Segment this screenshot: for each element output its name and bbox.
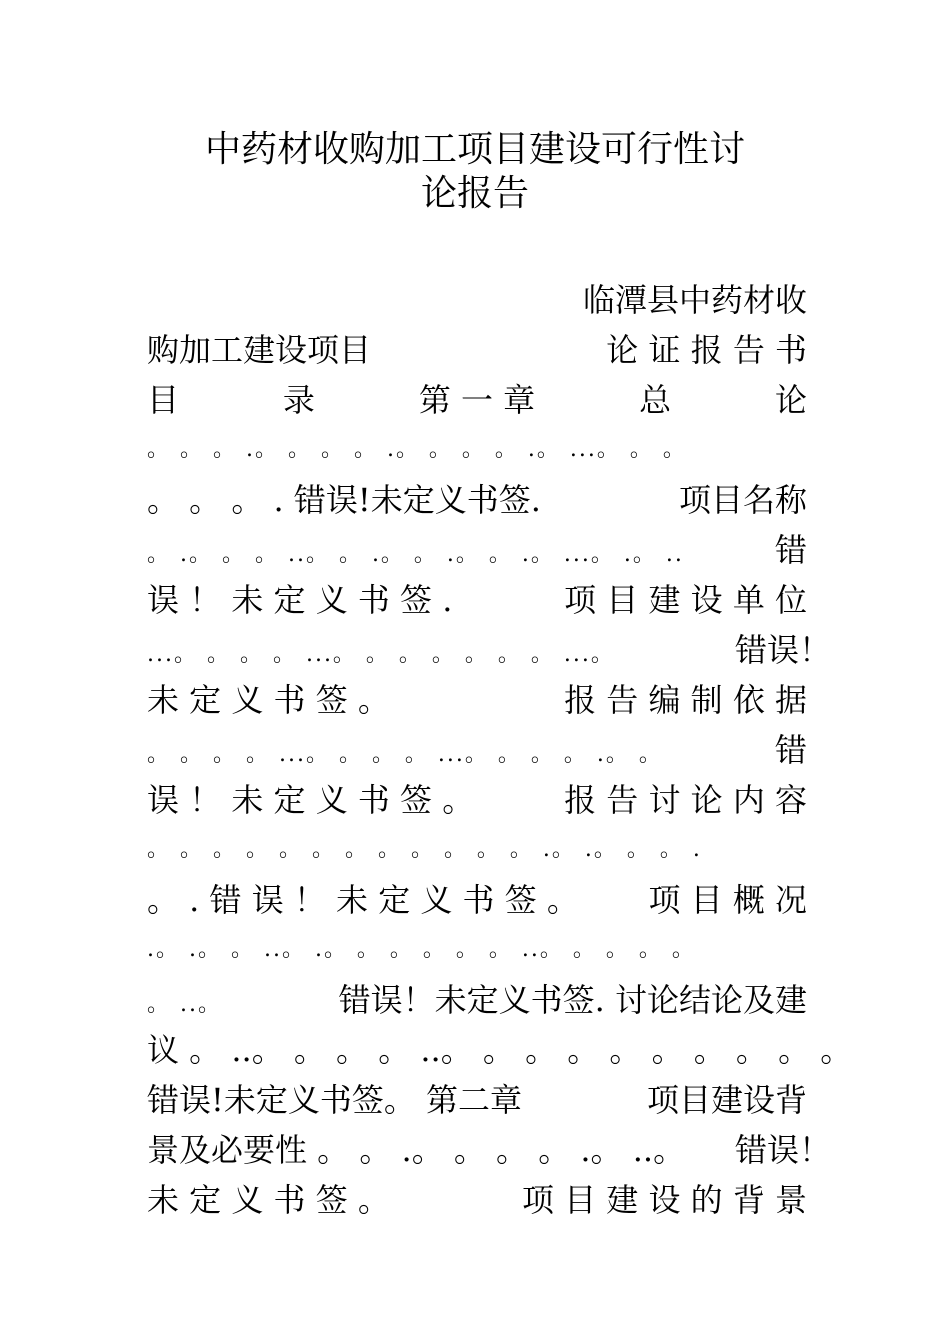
toc-line	[147, 875, 807, 925]
toc-text: 误 ！ 未 定 义 书 签 。	[147, 781, 475, 819]
toc-leader: 。 。 。 。 。 。 。 。 。 。 。 。 .。 .。 。 。 .	[147, 837, 702, 862]
toc-text: 议 。 ..。 。 。 。 ..。 。 。 。 。 。 。 。 。 。	[147, 1031, 853, 1069]
toc-line	[147, 825, 807, 875]
toc-text: 错误!未定义书签。 第二章	[147, 1081, 523, 1119]
toc-text: 项 目 建 设 的 背 景	[521, 1181, 807, 1219]
toc-line	[147, 1025, 853, 1075]
toc-leader: 。 .。 。 。 ..。 。 .。 。 .。 。 .。 ...。 .。 ..	[147, 542, 684, 567]
toc-text: 错	[774, 731, 807, 769]
toc-text: 误 ！ 未 定 义 书 签 .	[147, 581, 453, 619]
toc-text: 项 目 建 设 单 位	[564, 581, 807, 619]
toc-text: 错误！	[734, 1131, 831, 1169]
document-title	[140, 128, 810, 216]
toc-leader: .。 .。 。 ..。 .。 。 。 。 。 。 ..。 。 。 。 。	[147, 937, 696, 962]
toc-text: 景及必要性 。 。 .。 。 。 。 .。 ..。	[147, 1131, 686, 1169]
toc-text: 错误！	[734, 631, 831, 669]
toc-line	[147, 725, 807, 775]
toc-line	[147, 275, 807, 325]
toc-line	[147, 1075, 807, 1125]
toc-line	[147, 675, 807, 725]
table-of-contents	[147, 275, 853, 1225]
title-line-2: 论报告	[420, 173, 529, 214]
toc-leader: 。 ..。	[147, 992, 222, 1017]
toc-text: 报 告 讨 论 内 容	[564, 781, 807, 819]
toc-text: 录	[282, 381, 315, 419]
toc-text: 未 定 义 书 签 。	[147, 1181, 390, 1219]
toc-text: 项目建设背	[646, 1081, 807, 1119]
toc-leader: 。 。 。 .。 。 。 。 .。 。 。 。 .。 ...。 。 。	[147, 437, 687, 462]
title-line-1: 中药材收购加工项目建设可行性讨	[204, 129, 745, 170]
toc-line	[147, 325, 807, 375]
toc-text: 总	[639, 381, 672, 419]
toc-line	[147, 525, 807, 575]
toc-line	[147, 1175, 807, 1225]
toc-line	[147, 925, 807, 975]
toc-line	[147, 475, 807, 525]
toc-text: 未 定 义 书 签 。	[147, 681, 390, 719]
toc-text: 。 。 。 . 错误!未定义书签.	[147, 481, 541, 519]
toc-line	[147, 625, 831, 675]
toc-line	[147, 975, 807, 1025]
toc-line	[147, 375, 807, 425]
toc-text: 项目名称	[678, 481, 807, 519]
toc-leader: ...。 。 。 。 ...。 。 。 。 。 。 。 ...。	[147, 642, 615, 667]
toc-text: 项 目 概 况	[648, 881, 807, 919]
toc-line	[147, 1125, 831, 1175]
toc-line	[147, 425, 807, 475]
toc-leader: 。 。 。 。 ...。 。 。 。 ...。 。 。 。 .。 。	[147, 742, 663, 767]
toc-text: 购加工建设项目	[147, 331, 372, 369]
toc-text: 第 一 章	[418, 381, 536, 419]
toc-text: 报 告 编 制 依 据	[564, 681, 807, 719]
toc-text: 。 . 错 误 ！ 未 定 义 书 签 。	[147, 881, 579, 919]
toc-text: 临潭县中药材收	[582, 281, 807, 319]
toc-text: 目	[147, 381, 180, 419]
toc-text: 论 证 报 告 书	[606, 331, 807, 369]
toc-text: 错误！未定义书签. 讨论结论及建	[338, 981, 807, 1019]
toc-text: 论	[774, 381, 807, 419]
toc-line	[147, 775, 807, 825]
toc-text: 错	[774, 531, 807, 569]
toc-line	[147, 575, 807, 625]
